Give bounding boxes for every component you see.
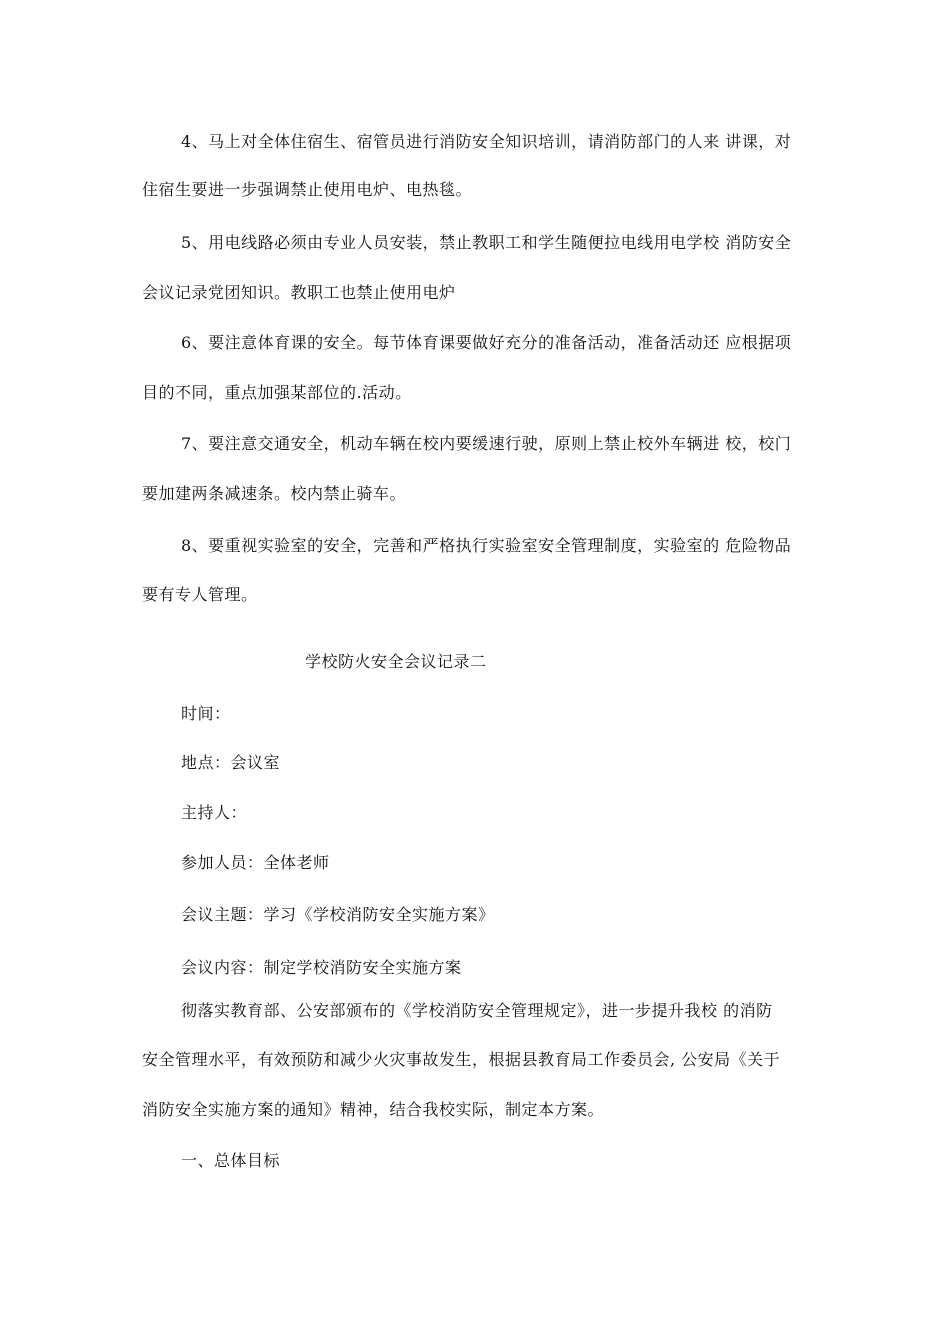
item-5-line-2: 会议记录党团知识。教职工也禁止使用电炉 <box>142 283 456 302</box>
meta-topic: 会议主题：学习《学校消防安全实施方案》 <box>181 905 495 924</box>
section-title: 学校防火安全会议记录二 <box>305 652 487 671</box>
intro-line-2: 安全管理水平，有效预防和减少火灾事故发生，根据县教育局工作委员会, 公安局《关于 <box>142 1050 781 1069</box>
meta-attendees: 参加人员：全体老师 <box>181 853 330 872</box>
meta-place: 地点：会议室 <box>181 753 281 772</box>
intro-line-3: 消防安全实施方案的通知》精神，结合我校实际，制定本方案。 <box>142 1100 605 1119</box>
item-7-line-2: 要加建两条减速条。校内禁止骑车。 <box>142 484 407 503</box>
meta-content: 会议内容：制定学校消防安全实施方案 <box>181 958 462 977</box>
item-7-line-1: 7、要注意交通安全，机动车辆在校内要缓速行驶，原则上禁止校外车辆进 校，校门 <box>181 434 792 453</box>
item-8-line-2: 要有专人管理。 <box>142 585 258 604</box>
item-6-line-1: 6、要注意体育课的安全。每节体育课要做好充分的准备活动，准备活动还 应根据项 <box>181 333 792 352</box>
meta-host: 主持人： <box>181 803 248 822</box>
item-4-line-1: 4、马上对全体住宿生、宿管员进行消防安全知识培训，请消防部门的人来 讲课，对 <box>181 132 792 151</box>
meta-time: 时间： <box>181 704 231 723</box>
item-6-line-2: 目的不同，重点加强某部位的.活动。 <box>142 383 412 402</box>
item-8-line-1: 8、要重视实验室的安全，完善和严格执行实验室安全管理制度，实验室的 危险物品 <box>181 536 792 555</box>
item-5-line-1: 5、用电线路必须由专业人员安装，禁止教职工和学生随便拉电线用电学校 消防安全 <box>181 233 792 252</box>
intro-line-1: 彻落实教育部、公安部颁布的《学校消防安全管理规定》，进一步提升我校 的消防 <box>181 1001 773 1020</box>
item-4-line-2: 住宿生要进一步强调禁止使用电炉、电热毯。 <box>142 180 473 199</box>
heading-overall-goal: 一、总体目标 <box>181 1151 281 1170</box>
